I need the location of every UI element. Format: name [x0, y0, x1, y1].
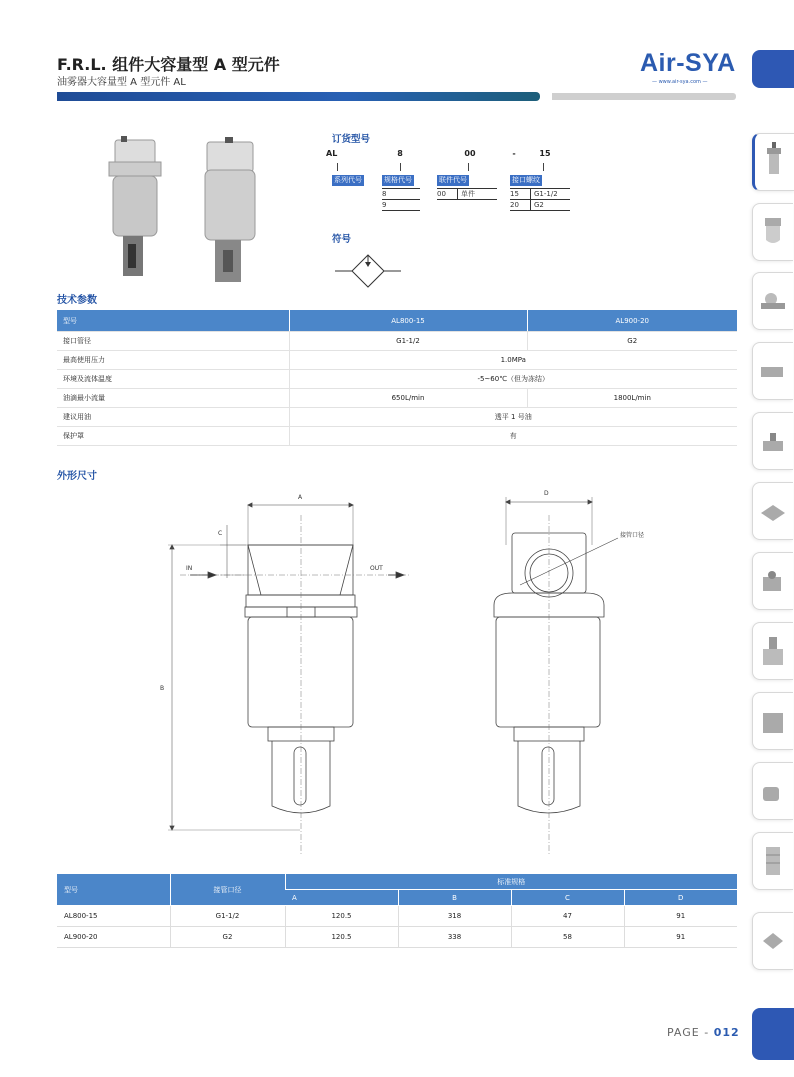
header-cell: C	[511, 890, 624, 906]
table-row	[57, 332, 737, 351]
category-tab-coupler[interactable]	[752, 912, 793, 970]
filter-icon	[753, 204, 793, 260]
table-row	[57, 370, 737, 389]
assembly-icon	[753, 693, 793, 749]
code-port: 15	[539, 149, 551, 158]
table-row	[57, 389, 737, 408]
manifold-icon	[753, 623, 793, 679]
block-icon	[753, 483, 793, 539]
outline-drawing	[150, 485, 680, 855]
cell: 338	[398, 927, 511, 948]
link-desc: 单件	[461, 190, 475, 198]
cell: -5~60℃（但为冻结）	[289, 370, 737, 389]
tag-port: 接口螺纹	[512, 176, 540, 184]
link-values	[437, 188, 497, 200]
dim-label-b: B	[160, 685, 165, 692]
cell: G1-1/2	[170, 906, 285, 927]
lubricator-symbol-icon	[333, 252, 403, 290]
specs-table	[57, 310, 737, 446]
size-value: 8	[382, 189, 420, 200]
table-header-row	[57, 874, 737, 890]
row-label: 保护罩	[57, 427, 289, 446]
port-thread: G2	[534, 201, 544, 209]
category-tab-regulator[interactable]	[752, 133, 794, 191]
table-row	[57, 351, 737, 370]
outline-title: 外形尺寸	[57, 471, 97, 482]
table-row	[57, 427, 737, 446]
header-cell: B	[398, 890, 511, 906]
category-tab-cylinder[interactable]	[752, 552, 793, 610]
tick-size	[400, 163, 401, 171]
dimension-table	[57, 874, 737, 948]
header-cell: 型号	[57, 310, 289, 332]
table-row	[57, 927, 737, 948]
category-tab-filter[interactable]	[752, 203, 793, 261]
category-tab-valve[interactable]	[752, 412, 793, 470]
cell: 58	[511, 927, 624, 948]
lubricator-photo-side	[205, 137, 255, 282]
page-subtitle: 油雾器大容量型 A 型元件 AL	[57, 77, 186, 88]
port-code: 20	[510, 200, 531, 210]
header-cell: 型号	[57, 874, 170, 906]
gauge-icon	[753, 273, 793, 329]
link-code: 00	[437, 189, 458, 199]
cell: 91	[624, 927, 737, 948]
in-label: IN	[186, 565, 193, 572]
ordering-label: 订货型号	[332, 134, 371, 145]
cell: 120.5	[285, 927, 398, 948]
header-cell: AL800-15	[289, 310, 527, 332]
cell: AL800-15	[57, 906, 170, 927]
header-bar-gray	[552, 93, 736, 100]
page-title: F.R.L. 组件大容量型 A 型元件	[57, 55, 280, 74]
category-tab-gauge[interactable]	[752, 272, 793, 330]
port-thread: G1-1/2	[534, 190, 558, 198]
brand-logo: Air-SYA	[640, 49, 736, 77]
tag-link: 联件代号	[439, 176, 467, 184]
category-tab-silencer[interactable]	[752, 832, 793, 890]
lubricator-photo-front	[109, 136, 161, 276]
category-tab-block[interactable]	[752, 482, 793, 540]
cell: 650L/min	[289, 389, 527, 408]
row-label: 接口管径	[57, 332, 289, 351]
table-row	[57, 906, 737, 927]
row-label: 建议用油	[57, 408, 289, 427]
row-label: 最高使用压力	[57, 351, 289, 370]
code-size: 8	[397, 149, 403, 158]
silencer-icon	[753, 833, 793, 889]
cell: G1-1/2	[289, 332, 527, 351]
symbol-label: 符号	[332, 234, 352, 245]
cell: 91	[624, 906, 737, 927]
size-values	[382, 188, 420, 211]
dim-label-d: D	[544, 490, 549, 497]
cell: 有	[289, 427, 737, 446]
cylinder-icon	[753, 553, 793, 609]
fitting-icon	[753, 763, 793, 819]
page-number: PAGE - 012	[667, 1026, 740, 1039]
port-code: 15	[510, 189, 531, 199]
product-photo	[95, 132, 280, 292]
tick-link	[468, 163, 469, 171]
cell: AL900-20	[57, 927, 170, 948]
code-dash: -	[512, 149, 516, 158]
coupler-icon	[753, 913, 793, 969]
tick-port	[543, 163, 544, 171]
cell: 1800L/min	[527, 389, 737, 408]
header-cell: AL900-20	[527, 310, 737, 332]
header-bar	[57, 92, 540, 101]
dim-label-a: A	[298, 494, 303, 501]
code-series: AL	[326, 149, 338, 158]
tick-series	[337, 163, 338, 171]
header-cell: A	[285, 890, 398, 906]
table-row	[57, 408, 737, 427]
table-header-row	[57, 310, 737, 332]
dim-label-c: C	[218, 530, 223, 537]
code-link: 00	[464, 149, 476, 158]
side-tab-bottom[interactable]	[752, 1008, 794, 1060]
cell: 318	[398, 906, 511, 927]
row-label: 油滴最小流量	[57, 389, 289, 408]
port-diameter-label: 接管口径	[620, 532, 645, 539]
regulator-icon	[755, 134, 794, 190]
size-value: 9	[382, 200, 420, 211]
tag-series: 系列代号	[334, 176, 362, 184]
brand-url: — www.air-sya.com —	[652, 79, 708, 85]
cell: G2	[170, 927, 285, 948]
category-tab-manifold[interactable]	[752, 622, 793, 680]
category-tab-elbow[interactable]	[752, 342, 793, 400]
valve-icon	[753, 413, 793, 469]
elbow-icon	[753, 343, 793, 399]
header-cell: D	[624, 890, 737, 906]
tag-size: 规格代号	[384, 176, 412, 184]
out-label: OUT	[370, 565, 383, 572]
cell: G2	[527, 332, 737, 351]
header-cell: 标准规格	[285, 874, 737, 890]
port-values	[510, 188, 570, 211]
cell: 1.0MPa	[289, 351, 737, 370]
front-view	[160, 494, 410, 855]
row-label: 环境及流体温度	[57, 370, 289, 389]
side-tab-top[interactable]	[752, 50, 794, 88]
cell: 47	[511, 906, 624, 927]
side-view	[494, 490, 644, 855]
cell: 120.5	[285, 906, 398, 927]
category-tab-fitting[interactable]	[752, 762, 793, 820]
specs-title: 技术参数	[57, 295, 97, 306]
category-tab-assembly[interactable]	[752, 692, 793, 750]
header-cell: 接管口径	[170, 874, 285, 906]
cell: 透平 1 号油	[289, 408, 737, 427]
